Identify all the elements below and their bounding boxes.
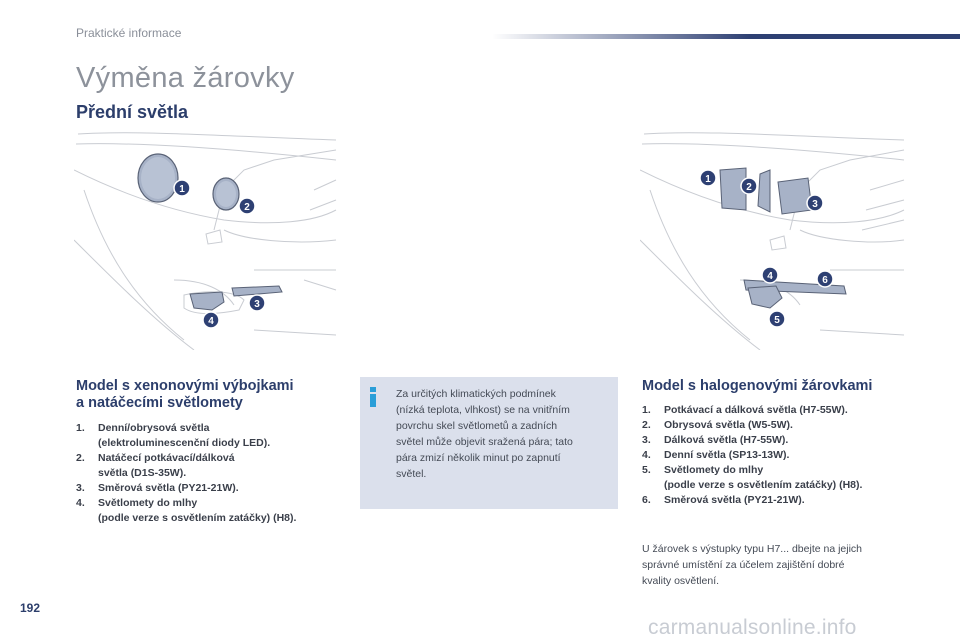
halogen-model-heading: Model s halogenovými žárovkami xyxy=(642,378,873,394)
halogen-bulb-list xyxy=(642,403,942,508)
callout-number: 2 xyxy=(746,182,752,193)
item-text-cont: (podle verze s osvětlením zatáčky) (H8). xyxy=(664,479,863,491)
watermark: carmanualsonline.info xyxy=(648,616,857,639)
section-label: Praktické informace xyxy=(76,26,182,40)
callout-number: 4 xyxy=(767,271,773,282)
item-text: Obrysová světla (W5-5W). xyxy=(664,419,793,431)
item-text: Směrová světla (PY21-21W). xyxy=(664,494,805,506)
list-item xyxy=(642,493,942,508)
note-line: U žárovek s výstupky typu H7... dbejte na jejich xyxy=(642,543,863,555)
xenon-heading-line1: Model s xenonovými výbojkami xyxy=(76,378,294,394)
info-line: Za určitých klimatických podmínek xyxy=(396,388,556,400)
info-text xyxy=(396,386,606,482)
page-number: 192 xyxy=(20,601,41,615)
callout-number: 2 xyxy=(244,202,250,213)
halogen-headlamp-illustration xyxy=(640,130,906,350)
list-item xyxy=(642,433,942,448)
item-text-cont: (podle verze s osvětlením zatáčky) (H8). xyxy=(98,512,297,524)
info-line: povrchu skel světlometů a zadních xyxy=(396,420,558,432)
info-line: pára zmizí několik minut po zapnutí xyxy=(396,452,561,464)
item-text: Dálková světla (H7-55W). xyxy=(664,434,789,446)
item-text: Potkávací a dálková světla (H7-55W). xyxy=(664,404,848,416)
item-number: 5. xyxy=(642,464,651,476)
section-heading: Přední světla xyxy=(76,102,189,122)
item-text: Natáčecí potkávací/dálková xyxy=(98,452,235,464)
callout-number: 1 xyxy=(179,184,185,195)
info-icon xyxy=(368,387,378,407)
callout-number: 5 xyxy=(774,315,780,326)
item-text: Světlomety do mlhy xyxy=(98,497,198,509)
item-number: 2. xyxy=(642,419,651,431)
callout-number: 3 xyxy=(254,299,260,310)
xenon-model-heading xyxy=(76,378,356,412)
item-text: Světlomety do mlhy xyxy=(664,464,764,476)
list-item xyxy=(642,448,942,463)
xenon-headlamp-illustration xyxy=(74,130,338,350)
info-box xyxy=(360,377,618,509)
callout-number: 4 xyxy=(208,316,214,327)
item-number: 2. xyxy=(76,452,85,464)
callout-number: 1 xyxy=(705,174,711,185)
xenon-heading-line2: a natáčecími světlomety xyxy=(76,395,243,411)
item-number: 1. xyxy=(76,422,85,434)
note-line: kvality osvětlení. xyxy=(642,575,720,587)
item-number: 1. xyxy=(642,404,651,416)
item-text: Směrová světla (PY21-21W). xyxy=(98,482,239,494)
info-line: světel. xyxy=(396,468,427,480)
item-number: 4. xyxy=(642,449,651,461)
item-number: 4. xyxy=(76,497,85,509)
note-line: správné umístění za účelem zajištění dobré xyxy=(642,559,845,571)
list-item xyxy=(76,496,356,526)
callout-number: 3 xyxy=(812,199,818,210)
list-item xyxy=(642,418,942,433)
item-number: 6. xyxy=(642,494,651,506)
item-text: Denní/obrysová světla xyxy=(98,422,210,434)
item-number: 3. xyxy=(76,482,85,494)
xenon-bulb-list xyxy=(76,421,356,526)
callout-number: 6 xyxy=(822,275,828,286)
page-title: Výměna žárovky xyxy=(76,62,295,94)
info-line: světel může objevit sražená pára; tato xyxy=(396,436,573,448)
item-text: Denní světla (SP13-13W). xyxy=(664,449,790,461)
list-item xyxy=(76,421,356,451)
h7-bulb-note xyxy=(642,541,912,589)
list-item xyxy=(76,451,356,481)
list-item xyxy=(76,481,356,496)
item-text-cont: světla (D1S-35W). xyxy=(98,467,187,479)
list-item xyxy=(642,403,942,418)
item-number: 3. xyxy=(642,434,651,446)
header-bar xyxy=(492,34,960,39)
list-item xyxy=(642,463,942,493)
item-text-cont: (elektroluminescenční diody LED). xyxy=(98,437,271,449)
info-line: (nízká teplota, vlhkost) se na vnitřním xyxy=(396,404,570,416)
